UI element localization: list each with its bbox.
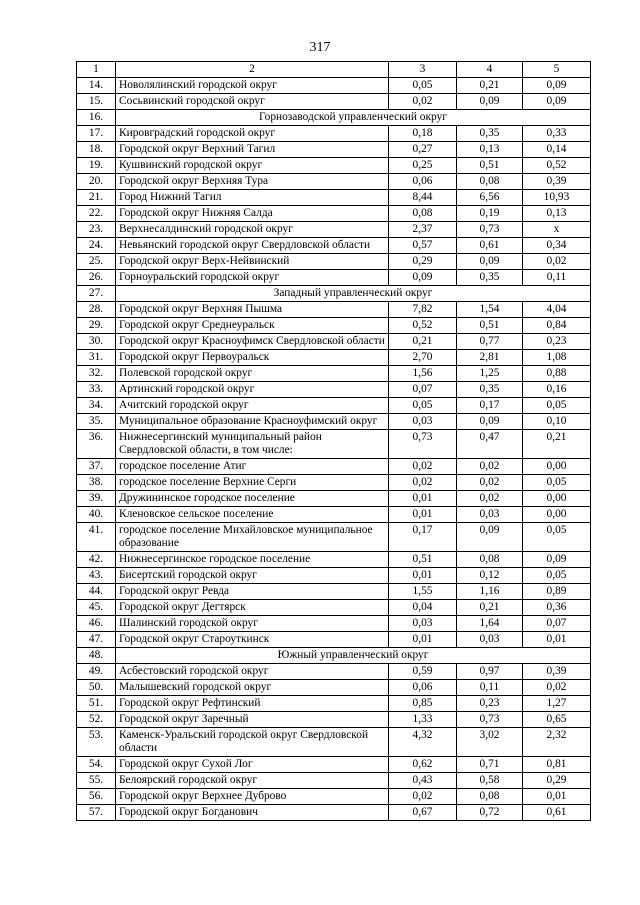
municipality-name-cell: Бисертский городской округ <box>116 568 389 584</box>
table-row <box>77 523 591 552</box>
value-cell-col3: 0,05 <box>389 78 457 94</box>
row-number-cell: 42. <box>77 552 116 568</box>
value-cell-col4: 0,09 <box>457 94 523 110</box>
value-cell-col5: 0,11 <box>523 270 591 286</box>
value-cell-col4: 0,47 <box>457 430 523 459</box>
value-cell-col4: 1,54 <box>457 302 523 318</box>
row-number-cell: 34. <box>77 398 116 414</box>
value-cell-col5: 0,05 <box>523 523 591 552</box>
row-number-cell: 54. <box>77 757 116 773</box>
value-cell-col4: 6,56 <box>457 190 523 206</box>
value-cell-col4: 0,73 <box>457 712 523 728</box>
value-cell-col4: 0,23 <box>457 696 523 712</box>
value-cell-col5: 0,65 <box>523 712 591 728</box>
section-row <box>77 648 591 664</box>
value-cell-col4: 1,16 <box>457 584 523 600</box>
value-cell-col3: 0,25 <box>389 158 457 174</box>
value-cell-col4: 0,12 <box>457 568 523 584</box>
value-cell-col5: 0,33 <box>523 126 591 142</box>
value-cell-col3: 0,06 <box>389 680 457 696</box>
municipality-name-cell: Белоярский городской округ <box>116 773 389 789</box>
value-cell-col3: 0,21 <box>389 334 457 350</box>
municipality-name-cell: Городской округ Верхнее Дуброво <box>116 789 389 805</box>
section-title-cell: Западный управленческий округ <box>116 286 591 302</box>
value-cell-col5: 0,00 <box>523 507 591 523</box>
value-cell-col5: 0,10 <box>523 414 591 430</box>
table-row <box>77 459 591 475</box>
table-row <box>77 805 591 821</box>
row-number-cell: 18. <box>77 142 116 158</box>
value-cell-col3: 7,82 <box>389 302 457 318</box>
value-cell-col4: 0,03 <box>457 632 523 648</box>
value-cell-col4: 0,71 <box>457 757 523 773</box>
value-cell-col3: 0,43 <box>389 773 457 789</box>
value-cell-col5: 0,89 <box>523 584 591 600</box>
value-cell-col5: 0,29 <box>523 773 591 789</box>
page-number: 317 <box>309 40 331 55</box>
value-cell-col4: 0,97 <box>457 664 523 680</box>
municipality-name-cell: Городской округ Ревда <box>116 584 389 600</box>
value-cell-col5: 0,36 <box>523 600 591 616</box>
table-row <box>77 190 591 206</box>
section-title-cell: Южный управленческий округ <box>116 648 591 664</box>
municipality-name-cell: Городской округ Верх-Нейвинский <box>116 254 389 270</box>
value-cell-col4: 0,72 <box>457 805 523 821</box>
value-cell-col5: 0,61 <box>523 805 591 821</box>
value-cell-col4: 0,03 <box>457 507 523 523</box>
header-cell: 2 <box>116 62 389 78</box>
value-cell-col3: 0,18 <box>389 126 457 142</box>
value-cell-col3: 0,02 <box>389 789 457 805</box>
value-cell-col5: 1,08 <box>523 350 591 366</box>
header-cell: 1 <box>77 62 116 78</box>
value-cell-col3: 0,51 <box>389 552 457 568</box>
table-row <box>77 254 591 270</box>
value-cell-col5: 0,23 <box>523 334 591 350</box>
value-cell-col3: 1,33 <box>389 712 457 728</box>
value-cell-col4: 0,51 <box>457 318 523 334</box>
table-row <box>77 507 591 523</box>
row-number-cell: 41. <box>77 523 116 552</box>
table-row <box>77 491 591 507</box>
table-row <box>77 430 591 459</box>
value-cell-col4: 0,13 <box>457 142 523 158</box>
value-cell-col5: 0,05 <box>523 475 591 491</box>
row-number-cell: 23. <box>77 222 116 238</box>
row-number-cell: 32. <box>77 366 116 382</box>
value-cell-col4: 0,21 <box>457 78 523 94</box>
table-row <box>77 696 591 712</box>
section-row <box>77 110 591 126</box>
row-number-cell: 20. <box>77 174 116 190</box>
value-cell-col4: 0,11 <box>457 680 523 696</box>
value-cell-col4: 2,81 <box>457 350 523 366</box>
row-number-cell: 37. <box>77 459 116 475</box>
table-row <box>77 318 591 334</box>
municipality-name-cell: Городской округ Нижняя Салда <box>116 206 389 222</box>
row-number-cell: 15. <box>77 94 116 110</box>
table-row <box>77 270 591 286</box>
value-cell-col4: 0,08 <box>457 174 523 190</box>
table-row <box>77 475 591 491</box>
municipality-name-cell: Городской округ Староуткинск <box>116 632 389 648</box>
row-number-cell: 52. <box>77 712 116 728</box>
municipality-name-cell: Кушвинский городской округ <box>116 158 389 174</box>
municipality-name-cell: Городской округ Заречный <box>116 712 389 728</box>
table-row <box>77 680 591 696</box>
row-number-cell: 57. <box>77 805 116 821</box>
value-cell-col5: 0,16 <box>523 382 591 398</box>
table-row <box>77 350 591 366</box>
value-cell-col5: 0,81 <box>523 757 591 773</box>
value-cell-col5: 0,00 <box>523 491 591 507</box>
value-cell-col5: 0,09 <box>523 94 591 110</box>
value-cell-col4: 0,35 <box>457 382 523 398</box>
value-cell-col4: 0,58 <box>457 773 523 789</box>
value-cell-col3: 4,32 <box>389 728 457 757</box>
value-cell-col4: 0,77 <box>457 334 523 350</box>
value-cell-col5: 0,02 <box>523 680 591 696</box>
table-row <box>77 398 591 414</box>
municipality-name-cell: Городской округ Сухой Лог <box>116 757 389 773</box>
value-cell-col4: 0,51 <box>457 158 523 174</box>
row-number-cell: 14. <box>77 78 116 94</box>
value-cell-col5: 2,32 <box>523 728 591 757</box>
table-row <box>77 600 591 616</box>
value-cell-col4: 0,08 <box>457 789 523 805</box>
municipality-name-cell: Шалинский городской округ <box>116 616 389 632</box>
row-number-cell: 24. <box>77 238 116 254</box>
table-row <box>77 174 591 190</box>
value-cell-col3: 0,73 <box>389 430 457 459</box>
value-cell-col3: 0,03 <box>389 414 457 430</box>
row-number-cell: 31. <box>77 350 116 366</box>
row-number-cell: 29. <box>77 318 116 334</box>
table-row <box>77 664 591 680</box>
value-cell-col3: 0,85 <box>389 696 457 712</box>
value-cell-col5: 0,05 <box>523 398 591 414</box>
value-cell-col5: 0,39 <box>523 664 591 680</box>
value-cell-col5: 0,84 <box>523 318 591 334</box>
row-number-cell: 44. <box>77 584 116 600</box>
table-row <box>77 728 591 757</box>
value-cell-col4: 0,17 <box>457 398 523 414</box>
municipality-name-cell: Артинский городской округ <box>116 382 389 398</box>
row-number-cell: 33. <box>77 382 116 398</box>
row-number-cell: 22. <box>77 206 116 222</box>
municipality-name-cell: городское поселение Атиг <box>116 459 389 475</box>
municipality-name-cell: Кленовское сельское поселение <box>116 507 389 523</box>
row-number-cell: 17. <box>77 126 116 142</box>
table-row <box>77 158 591 174</box>
value-cell-col4: 0,21 <box>457 600 523 616</box>
table-row <box>77 712 591 728</box>
value-cell-col5: х <box>523 222 591 238</box>
municipality-name-cell: Каменск-Уральский городской округ Свердловской области <box>116 728 389 757</box>
row-number-cell: 43. <box>77 568 116 584</box>
municipality-name-cell: Нижнесергинский муниципальный район Свердловской области, в том числе: <box>116 430 389 459</box>
municipality-name-cell: Городской округ Рефтинский <box>116 696 389 712</box>
value-cell-col3: 0,07 <box>389 382 457 398</box>
municipality-name-cell: Полевской городской округ <box>116 366 389 382</box>
municipality-name-cell: Город Нижний Тагил <box>116 190 389 206</box>
row-number-cell: 51. <box>77 696 116 712</box>
row-number-cell: 47. <box>77 632 116 648</box>
table-row <box>77 334 591 350</box>
value-cell-col3: 0,02 <box>389 94 457 110</box>
municipality-name-cell: Асбестовский городской округ <box>116 664 389 680</box>
table-row <box>77 568 591 584</box>
value-cell-col4: 0,73 <box>457 222 523 238</box>
value-cell-col5: 0,01 <box>523 789 591 805</box>
table-row <box>77 584 591 600</box>
value-cell-col5: 4,04 <box>523 302 591 318</box>
value-cell-col3: 8,44 <box>389 190 457 206</box>
table-row <box>77 238 591 254</box>
section-row <box>77 286 591 302</box>
value-cell-col5: 10,93 <box>523 190 591 206</box>
municipality-name-cell: городское поселение Верхние Серги <box>116 475 389 491</box>
table-row <box>77 366 591 382</box>
value-cell-col4: 0,09 <box>457 414 523 430</box>
table-row <box>77 789 591 805</box>
table-row <box>77 142 591 158</box>
municipality-name-cell: Нижнесергинское городское поселение <box>116 552 389 568</box>
data-table <box>76 61 591 821</box>
table-row <box>77 632 591 648</box>
value-cell-col4: 0,02 <box>457 459 523 475</box>
value-cell-col3: 1,56 <box>389 366 457 382</box>
table-row <box>77 78 591 94</box>
value-cell-col5: 0,05 <box>523 568 591 584</box>
value-cell-col3: 0,62 <box>389 757 457 773</box>
value-cell-col5: 1,27 <box>523 696 591 712</box>
municipality-name-cell: Муниципальное образование Красноуфимский округ <box>116 414 389 430</box>
value-cell-col3: 0,01 <box>389 632 457 648</box>
row-number-cell: 53. <box>77 728 116 757</box>
row-number-cell: 35. <box>77 414 116 430</box>
municipality-name-cell: Городской округ Среднеуральск <box>116 318 389 334</box>
row-number-cell: 56. <box>77 789 116 805</box>
municipality-name-cell: Городской округ Верхняя Тура <box>116 174 389 190</box>
value-cell-col5: 0,52 <box>523 158 591 174</box>
value-cell-col3: 0,52 <box>389 318 457 334</box>
header-cell: 3 <box>389 62 457 78</box>
table-row <box>77 382 591 398</box>
value-cell-col5: 0,09 <box>523 552 591 568</box>
value-cell-col5: 0,00 <box>523 459 591 475</box>
value-cell-col5: 0,39 <box>523 174 591 190</box>
value-cell-col4: 1,64 <box>457 616 523 632</box>
value-cell-col4: 0,09 <box>457 254 523 270</box>
municipality-name-cell: Городской округ Красноуфимск Свердловской области <box>116 334 389 350</box>
value-cell-col3: 0,02 <box>389 475 457 491</box>
row-number-cell: 55. <box>77 773 116 789</box>
value-cell-col3: 0,06 <box>389 174 457 190</box>
row-number-cell: 30. <box>77 334 116 350</box>
municipality-name-cell: Городской округ Первоуральск <box>116 350 389 366</box>
row-number-cell: 40. <box>77 507 116 523</box>
municipality-name-cell: Городской округ Дегтярск <box>116 600 389 616</box>
value-cell-col3: 0,59 <box>389 664 457 680</box>
table-row <box>77 222 591 238</box>
table-row <box>77 126 591 142</box>
table-row <box>77 94 591 110</box>
row-number-cell: 21. <box>77 190 116 206</box>
value-cell-col3: 0,05 <box>389 398 457 414</box>
value-cell-col5: 0,34 <box>523 238 591 254</box>
value-cell-col4: 0,35 <box>457 270 523 286</box>
value-cell-col4: 0,35 <box>457 126 523 142</box>
value-cell-col5: 0,13 <box>523 206 591 222</box>
header-cell: 4 <box>457 62 523 78</box>
value-cell-col3: 0,02 <box>389 459 457 475</box>
row-number-cell: 25. <box>77 254 116 270</box>
municipality-name-cell: Городской округ Верхняя Пышма <box>116 302 389 318</box>
table-row <box>77 206 591 222</box>
municipality-name-cell: Невьянский городской округ Свердловской области <box>116 238 389 254</box>
row-number-cell: 48. <box>77 648 116 664</box>
table-body <box>77 62 591 821</box>
value-cell-col3: 0,03 <box>389 616 457 632</box>
value-cell-col5: 0,88 <box>523 366 591 382</box>
value-cell-col3: 0,04 <box>389 600 457 616</box>
row-number-cell: 19. <box>77 158 116 174</box>
municipality-name-cell: Сосьвинский городской округ <box>116 94 389 110</box>
value-cell-col5: 0,02 <box>523 254 591 270</box>
value-cell-col3: 0,01 <box>389 568 457 584</box>
value-cell-col3: 0,57 <box>389 238 457 254</box>
municipality-name-cell: Верхнесалдинский городской округ <box>116 222 389 238</box>
value-cell-col3: 0,17 <box>389 523 457 552</box>
table-row <box>77 552 591 568</box>
table-row <box>77 414 591 430</box>
value-cell-col3: 1,55 <box>389 584 457 600</box>
row-number-cell: 46. <box>77 616 116 632</box>
row-number-cell: 28. <box>77 302 116 318</box>
value-cell-col4: 0,02 <box>457 491 523 507</box>
municipality-name-cell: Кировградский городской округ <box>116 126 389 142</box>
municipality-name-cell: Новолялинский городской округ <box>116 78 389 94</box>
value-cell-col3: 0,08 <box>389 206 457 222</box>
row-number-cell: 38. <box>77 475 116 491</box>
value-cell-col5: 0,01 <box>523 632 591 648</box>
row-number-cell: 36. <box>77 430 116 459</box>
value-cell-col3: 0,01 <box>389 491 457 507</box>
table-row <box>77 773 591 789</box>
municipality-name-cell: Дружининское городское поселение <box>116 491 389 507</box>
table-row <box>77 616 591 632</box>
value-cell-col3: 0,01 <box>389 507 457 523</box>
value-cell-col5: 0,07 <box>523 616 591 632</box>
municipality-name-cell: Горноуральский городской округ <box>116 270 389 286</box>
municipality-name-cell: Городской округ Верхний Тагил <box>116 142 389 158</box>
header-cell: 5 <box>523 62 591 78</box>
value-cell-col4: 0,19 <box>457 206 523 222</box>
table-header-row <box>77 62 591 78</box>
row-number-cell: 50. <box>77 680 116 696</box>
value-cell-col3: 0,29 <box>389 254 457 270</box>
row-number-cell: 16. <box>77 110 116 126</box>
municipality-name-cell: Ачитский городской округ <box>116 398 389 414</box>
value-cell-col3: 2,70 <box>389 350 457 366</box>
row-number-cell: 26. <box>77 270 116 286</box>
value-cell-col5: 0,14 <box>523 142 591 158</box>
value-cell-col3: 0,09 <box>389 270 457 286</box>
row-number-cell: 49. <box>77 664 116 680</box>
value-cell-col4: 0,02 <box>457 475 523 491</box>
value-cell-col3: 0,67 <box>389 805 457 821</box>
value-cell-col5: 0,21 <box>523 430 591 459</box>
value-cell-col4: 0,08 <box>457 552 523 568</box>
value-cell-col4: 1,25 <box>457 366 523 382</box>
table-row <box>77 757 591 773</box>
value-cell-col4: 0,09 <box>457 523 523 552</box>
row-number-cell: 39. <box>77 491 116 507</box>
row-number-cell: 45. <box>77 600 116 616</box>
section-title-cell: Горнозаводской управленческий округ <box>116 110 591 126</box>
row-number-cell: 27. <box>77 286 116 302</box>
value-cell-col3: 2,37 <box>389 222 457 238</box>
value-cell-col4: 3,02 <box>457 728 523 757</box>
table-row <box>77 302 591 318</box>
municipality-name-cell: Городской округ Богданович <box>116 805 389 821</box>
value-cell-col3: 0,27 <box>389 142 457 158</box>
municipality-name-cell: Малышевский городской округ <box>116 680 389 696</box>
value-cell-col4: 0,61 <box>457 238 523 254</box>
value-cell-col5: 0,09 <box>523 78 591 94</box>
municipality-name-cell: городское поселение Михайловское муниципальное образование <box>116 523 389 552</box>
